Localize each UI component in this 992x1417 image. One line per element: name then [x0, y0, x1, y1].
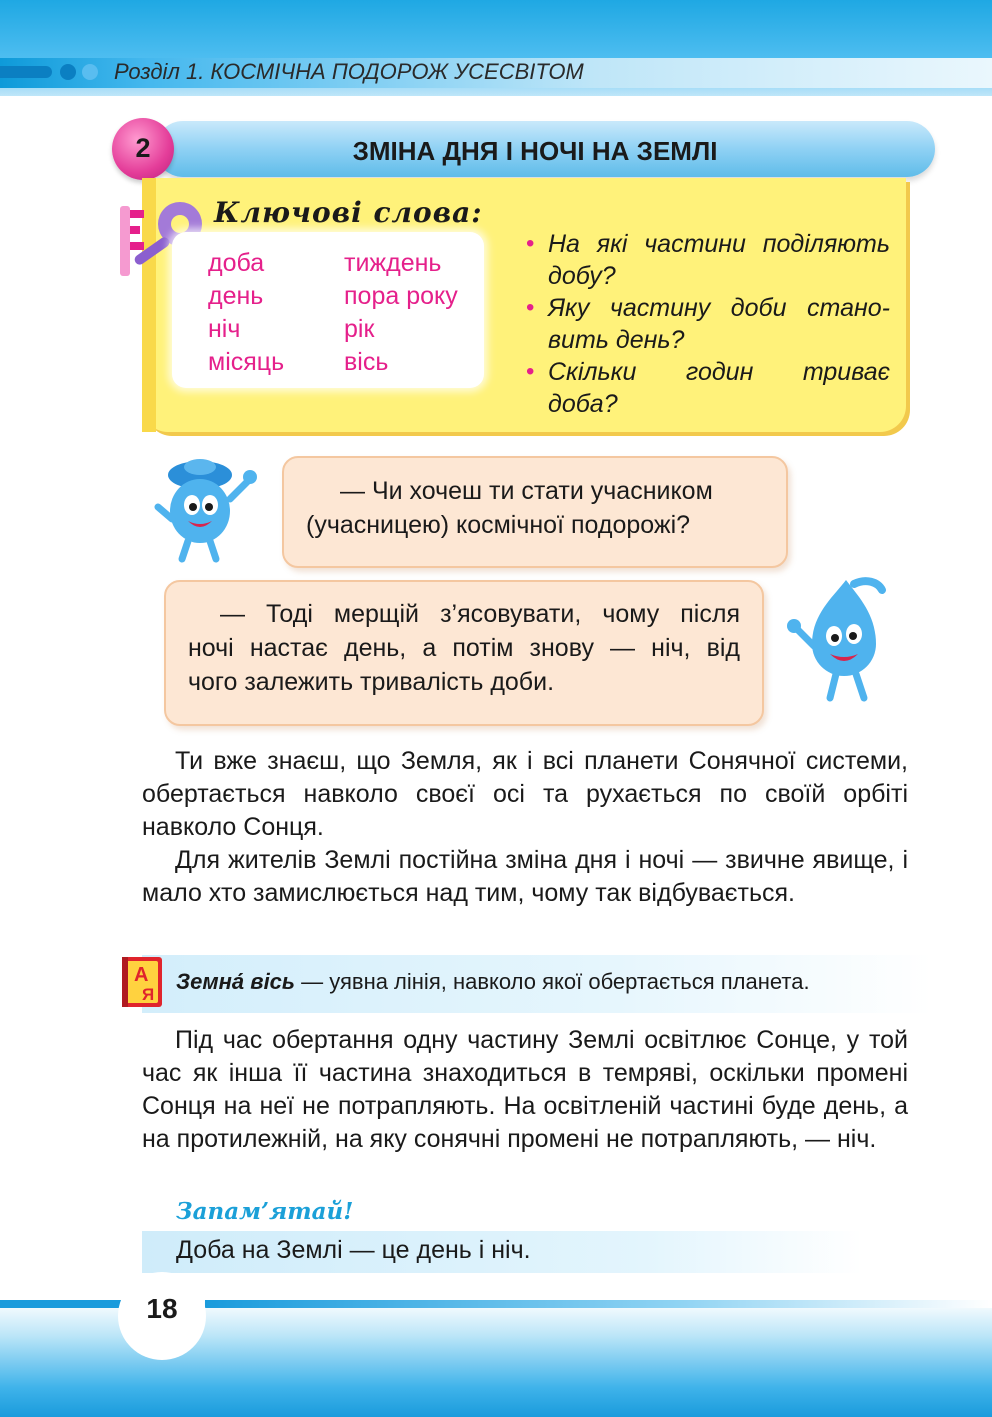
keyword-item: доба	[208, 249, 265, 277]
header-bar-decoration	[0, 66, 52, 78]
book-letter-bottom: Я	[142, 985, 155, 1004]
remember-text: Доба на Землі — це день і ніч.	[176, 1236, 531, 1264]
question-line: вить день?	[548, 326, 685, 354]
book-letter-top: А	[134, 964, 149, 986]
bullet-icon: •	[526, 230, 535, 257]
dictionary-book-icon	[118, 953, 168, 1011]
body-paragraph: Ти вже знаєш, що Земля, як і всі планети Сонячної системи, обертається навколо своєї осі та рухається по своїй орбіті навколо Сонця.	[142, 747, 908, 841]
keyword-item: день	[208, 282, 264, 310]
lesson-number: 2	[135, 133, 151, 163]
question-line: доба?	[548, 390, 618, 418]
definition-term: Земна́ вісь	[176, 969, 295, 994]
question-line: добу?	[548, 262, 616, 290]
definition-body: — уявна лінія, навколо якої обертається планета.	[294, 969, 810, 994]
droplet-character-icon	[150, 455, 262, 565]
bubble-text: — Чи хочеш ти стати учасником	[340, 477, 713, 505]
header-dot-icon	[60, 64, 76, 80]
footer-line	[205, 1300, 992, 1308]
bullet-icon: •	[526, 294, 535, 321]
definition-text	[176, 969, 810, 995]
keywords-heading: Ключові слова:	[214, 196, 483, 229]
body-paragraph: Під час обертання одну частину Землі освітлює Сонце, у той час як інша її частина знаходиться в темряві, оскільки промені Сонця на неї не потрапляють. На освітленій частині буде день, а на протилежній, на яку сонячні промені не потрапляють, — ніч.	[142, 1026, 908, 1153]
keyword-item: пора року	[344, 282, 458, 310]
section-title: Розділ 1. КОСМІЧНА ПОДОРОЖ УСЕСВІТОМ	[114, 59, 584, 84]
droplet-character-icon	[786, 574, 902, 706]
question-line: Скільки годин триває	[548, 358, 890, 386]
header-dot-icon	[82, 64, 98, 80]
bubble-text: чого залежить тривалість доби.	[188, 668, 555, 696]
keyword-item: місяць	[208, 348, 285, 376]
bubble-text: — Тоді мерщій з’ясовувати, чому після	[220, 600, 740, 628]
bubble-text: (учасницею) космічної подорожі?	[306, 511, 691, 539]
bullet-icon: •	[526, 358, 535, 385]
remember-label: Запам’ятай!	[176, 1198, 354, 1225]
keyword-item: рік	[344, 315, 375, 343]
lesson-title: ЗМІНА ДНЯ І НОЧІ НА ЗЕМЛІ	[352, 136, 718, 166]
question-line: На які частини поділяють	[548, 230, 890, 258]
body-paragraph: Для жителів Землі постійна зміна дня і ночі — звичне явище, і мало хто замислюється над тим, чому так відбувається.	[142, 846, 908, 907]
question-line: Яку частину доби стано-	[548, 294, 890, 322]
page-number: 18	[146, 1293, 178, 1324]
bubble-text: ночі настає день, а потім знову — ніч, від	[188, 634, 740, 662]
keyword-item: тиждень	[344, 249, 442, 277]
keyword-item: ніч	[208, 315, 241, 343]
keyword-item: вісь	[344, 348, 389, 376]
